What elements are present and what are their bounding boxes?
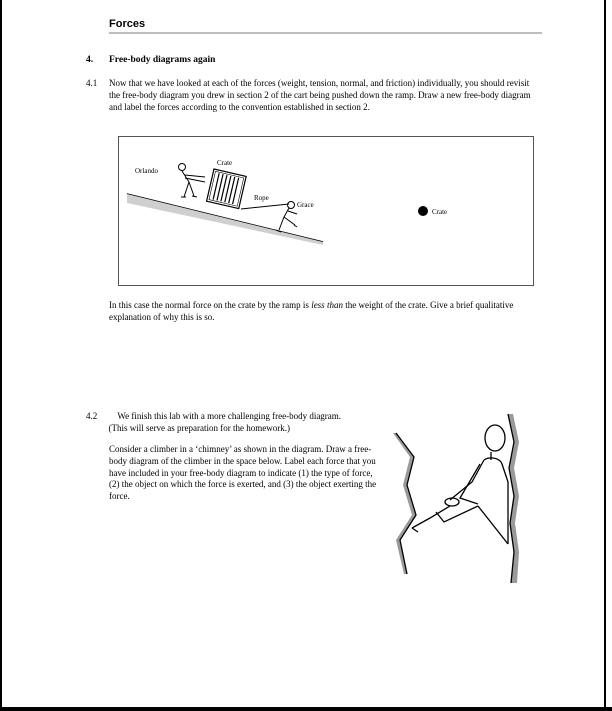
label-crate-dot: Crate xyxy=(432,208,448,216)
question-4-1-text: Now that we have looked at each of the forces (weight, tension, normal, and friction) individually, you should revisit the free-body diagram you drew in section 2 of the cart being pushed down the ramp. Draw a new free-body diagram and label the forces according to the convention established in section 2. xyxy=(109,78,531,112)
header-rule xyxy=(109,32,542,34)
right-wall xyxy=(508,414,514,583)
crate-drawing xyxy=(207,169,247,209)
label-grace: Grace xyxy=(297,201,314,209)
question-4-2-body: Consider a climber in a ‘chimney’ as shown in the diagram. Draw a free-body diagram of the climber in the space below. Label each force that you have included in your free-body diagram to indicate (1) the type of force, (2) the object on which the force is exerted, and (3) the object exerting the force. xyxy=(109,444,377,502)
followup-text-after: the weight of the crate. Give a brief qualitative explanation of why this is so. xyxy=(109,300,514,322)
chimney-climber-diagram xyxy=(390,408,530,608)
left-wall xyxy=(396,433,416,574)
question-4-2-subtext-value: (This will serve as preparation for the homework.) xyxy=(108,423,290,433)
question-4-2-subtext xyxy=(104,423,389,433)
section-number: 4. xyxy=(86,55,94,65)
section-title: Free-body diagrams again xyxy=(109,55,216,65)
label-rope: Rope xyxy=(254,194,269,202)
rope-line xyxy=(241,204,289,209)
grace-figure xyxy=(276,202,297,233)
orlando-figure xyxy=(179,164,206,198)
question-4-1-followup xyxy=(109,300,539,324)
label-orlando: Orlando xyxy=(135,167,158,175)
followup-text-before: In this case the normal force on the crate by the ramp is xyxy=(109,300,312,310)
page-border-left xyxy=(0,0,2,711)
page-header-title: Forces xyxy=(109,18,146,30)
label-crate: Crate xyxy=(217,159,233,167)
question-4-2-number: 4.2 xyxy=(86,411,98,421)
climber-figure xyxy=(412,425,508,544)
followup-emphasis: less than xyxy=(311,300,343,310)
question-4-2-text xyxy=(104,411,389,423)
crate-dot xyxy=(418,206,428,216)
ramp-diagram xyxy=(119,137,535,287)
page-border-right xyxy=(604,0,606,711)
ramp-diagram-box xyxy=(118,136,534,286)
question-4-1-number: 4.1 xyxy=(86,78,98,88)
page-border-bottom xyxy=(0,707,612,711)
question-4-2-lead: We finish this lab with a more challenging free-body diagram. xyxy=(117,411,342,421)
